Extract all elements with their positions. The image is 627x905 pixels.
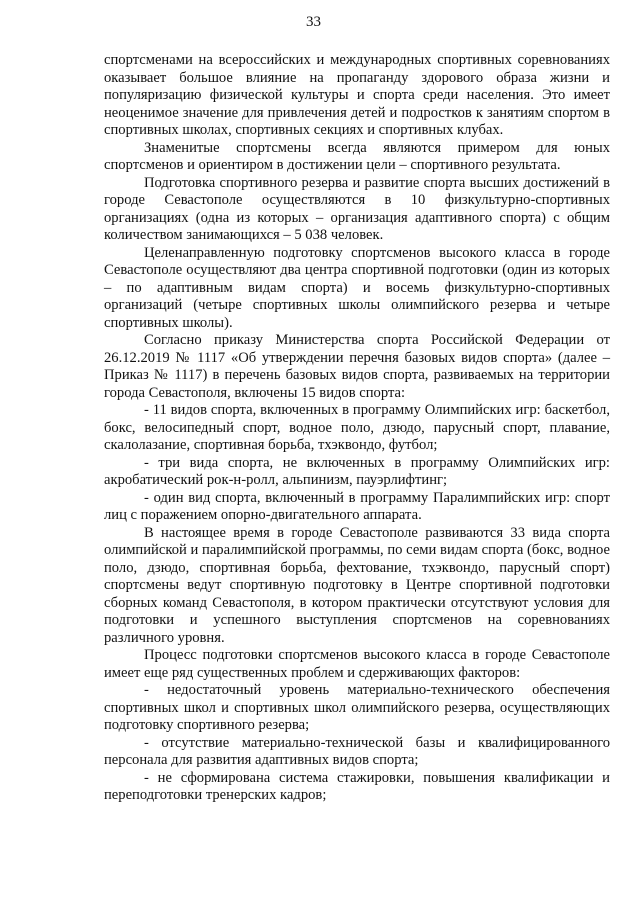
paragraph: Согласно приказу Министерства спорта Российской Федерации от 26.12.2019 № 1117 «Об утверждении перечня базовых видов спорта» (далее – Приказ № 1117) в перечень базовых видов спорта, развиваемых на территории города Севастополя, включены 15 видов спорта: <box>104 332 610 401</box>
list-item: - отсутствие материально-технической базы и квалифицированного персонала для развития адаптивных видов спорта; <box>104 734 610 768</box>
list-item: - один вид спорта, включенный в программу Паралимпийских игр: спорт лиц с поражением опорно-двигательного аппарата. <box>104 489 610 523</box>
list-item: - 11 видов спорта, включенных в программу Олимпийских игр: баскетбол, бокс, велосипедный спорт, водное поло, дзюдо, парусный спорт, плавание, скалолазание, спортивная борьба, тхэквондо, футбол; <box>104 402 610 453</box>
list-item: - недостаточный уровень материально-технического обеспечения спортивных школ и спортивных школ олимпийского резерва, осуществляющих подготовку спортивного резерва; <box>104 682 610 733</box>
paragraph: В настоящее время в городе Севастополе развиваются 33 вида спорта олимпийской и паралимпийской программы, по семи видам спорта (бокс, водное поло, дзюдо, спортивная борьба, фехтование, тхэквондо, парусный спорт) спортсмены ведут спортивную подготовку в Центре спортивной подготовки сборных команд Севастополя, в котором практически отсутствуют условия для подготовки и успешного выступления спортсменов на соревнованиях различного уровня. <box>104 524 610 646</box>
paragraph: Знаменитые спортсмены всегда являются примером для юных спортсменов и ориентиром в достижении цели – спортивного результата. <box>104 139 610 173</box>
paragraph-continuation: спортсменами на всероссийских и международных спортивных соревнованиях оказывает большое влияние на пропаганду здорового образа жизни и популяризацию физической культуры и спорта среди населения. Это имеет неоценимое значение для привлечения детей и подростков к занятиям спортом в спортивных школах, спортивных секциях и спортивных клубах. <box>104 52 610 138</box>
paragraph: Процесс подготовки спортсменов высокого класса в городе Севастополе имеет еще ряд существенных проблем и сдерживающих факторов: <box>104 647 610 681</box>
paragraph: Целенаправленную подготовку спортсменов высокого класса в городе Севастополе осуществляют два центра спортивной подготовки (один из которых – по адаптивным видам спорта) и восемь физкультурно-спортивных организаций (четыре спортивных школы олимпийского резерва и четыре спортивных школы). <box>104 244 610 331</box>
document-body <box>104 52 610 805</box>
page-number: 33 <box>306 14 321 30</box>
list-item: - три вида спорта, не включенных в программу Олимпийских игр: акробатический рок-н-ролл, альпинизм, пауэрлифтинг; <box>104 454 610 488</box>
list-item: - не сформирована система стажировки, повышения квалификации и переподготовки тренерских кадров; <box>104 769 610 803</box>
paragraph: Подготовка спортивного резерва и развитие спорта высших достижений в городе Севастополе осуществляются в 10 физкультурно-спортивных организациях (одна из которых – организация адаптивного спорта) с общим количеством занимающихся – 5 038 человек. <box>104 174 610 243</box>
